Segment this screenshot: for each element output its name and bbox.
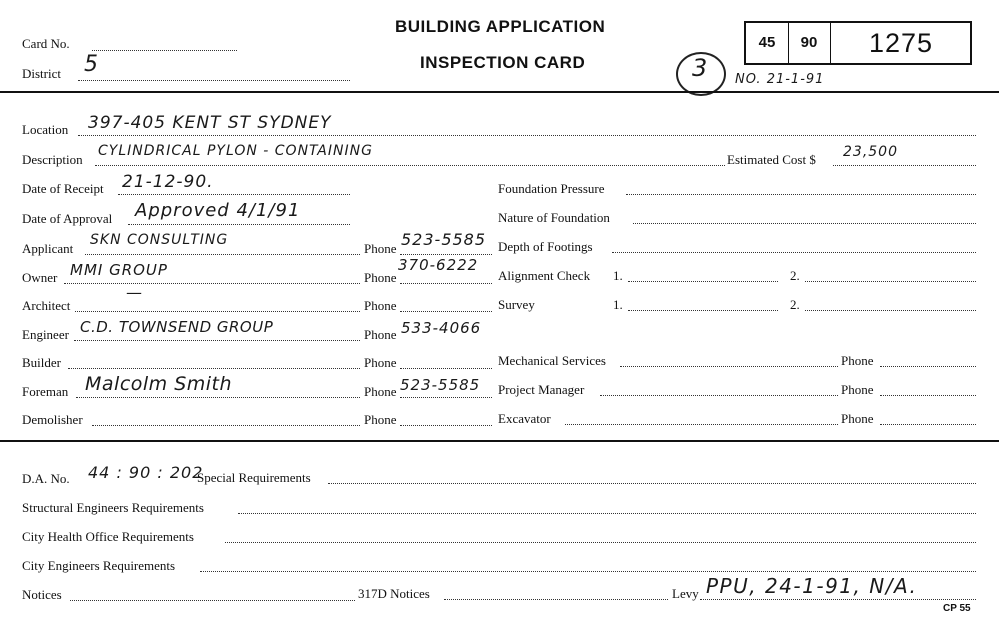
project-manager-field[interactable] [600,395,838,396]
alignment-check-field-2[interactable] [805,281,976,282]
district-field[interactable] [78,80,350,81]
circled-number: 3 [692,54,709,82]
survey-field-1[interactable] [628,310,778,311]
project-manager-phone-label: Phone [841,382,874,397]
project-manager-phone-field[interactable] [880,395,976,396]
architect-label: Architect [22,298,71,313]
mechanical-services-phone-label: Phone [841,353,874,368]
engineer-phone-value: 533-4066 [401,319,482,337]
structural-requirements-label: Structural Engineers Requirements [22,500,204,515]
foundation-pressure-label: Foundation Pressure [498,181,605,196]
estimated-cost-field[interactable] [833,165,976,166]
depth-footings-label: Depth of Footings [498,239,593,254]
da-number-label: D.A. No. [22,471,70,486]
excavator-phone-field[interactable] [880,424,976,425]
district-label: District [22,66,61,81]
date-receipt-field[interactable] [118,194,350,195]
survey-number-1: 1. [613,297,623,312]
engineer-phone-label: Phone [364,327,397,342]
owner-phone-value: 370-6222 [398,256,479,274]
box-cell-2: 90 [788,23,831,63]
date-approval-field[interactable] [128,224,350,225]
owner-phone-label: Phone [364,270,397,285]
form-title-line1: BUILDING APPLICATION [395,17,606,36]
architect-field[interactable] [75,311,360,312]
builder-phone-field[interactable] [400,368,492,369]
demolisher-field[interactable] [92,425,360,426]
project-manager-label: Project Manager [498,382,585,397]
structural-requirements-field[interactable] [238,513,976,514]
foreman-value: Malcolm Smith [85,373,233,395]
demolisher-phone-field[interactable] [400,425,492,426]
owner-phone-field[interactable] [400,283,492,284]
owner-label: Owner [22,270,58,285]
form-title-line2: INSPECTION CARD [420,53,586,72]
foreman-field[interactable] [76,397,360,398]
survey-number-2: 2. [790,297,800,312]
foreman-phone-label: Phone [364,384,397,399]
applicant-phone-field[interactable] [400,254,492,255]
form-code: CP 55 [943,603,971,614]
city-engineers-requirements-field[interactable] [200,571,976,572]
date-receipt-label: Date of Receipt [22,181,104,196]
health-requirements-field[interactable] [225,542,976,543]
applicant-value: SKN CONSULTING [90,232,229,248]
architect-value: — [126,283,143,302]
special-requirements-label: Special Requirements [197,470,311,485]
mechanical-services-phone-field[interactable] [880,366,976,367]
survey-field-2[interactable] [805,310,976,311]
reference-number: NO. 21-1-91 [735,72,825,87]
demolisher-phone-label: Phone [364,412,397,427]
box-cell-3: 1275 [868,28,934,58]
card-number-box [744,21,972,65]
depth-footings-field[interactable] [612,252,976,253]
engineer-label: Engineer [22,327,69,342]
location-field[interactable] [78,135,976,136]
health-requirements-label: City Health Office Requirements [22,529,194,544]
description-value: CYLINDRICAL PYLON - CONTAINING [98,143,373,159]
card-no-field[interactable] [92,50,237,51]
owner-field[interactable] [64,283,360,284]
applicant-phone-label: Phone [364,241,397,256]
foundation-pressure-field[interactable] [626,194,976,195]
levy-field[interactable] [700,599,976,600]
excavator-label: Excavator [498,411,551,426]
applicant-field[interactable] [85,254,360,255]
applicant-label: Applicant [22,241,74,256]
engineer-field[interactable] [74,340,360,341]
box-cell-1: 45 [746,23,789,63]
notices-field[interactable] [70,600,355,601]
city-engineers-requirements-label: City Engineers Requirements [22,558,176,573]
architect-phone-label: Phone [364,298,397,313]
notices-label: Notices [22,587,62,602]
mechanical-services-label: Mechanical Services [498,353,606,368]
nature-foundation-field[interactable] [633,223,976,224]
mechanical-services-field[interactable] [620,366,838,367]
owner-value: MMI GROUP [70,261,168,279]
lower-divider [0,440,999,442]
date-approval-value: Approved 4/1/91 [135,200,301,221]
estimated-cost-label: Estimated Cost $ [727,152,816,167]
applicant-phone-value: 523-5585 [401,230,487,249]
date-receipt-value: 21-12-90. [122,172,214,192]
alignment-check-number-1: 1. [613,268,623,283]
foreman-label: Foreman [22,384,69,399]
builder-label: Builder [22,355,61,370]
date-approval-label: Date of Approval [22,211,113,226]
special-requirements-field[interactable] [328,483,976,484]
foreman-phone-value: 523-5585 [400,376,481,394]
builder-field[interactable] [68,368,360,369]
excavator-field[interactable] [565,424,838,425]
da-number-value: 44 : 90 : 202 [88,463,204,482]
notices-317d-field[interactable] [444,599,668,600]
district-value: 5 [84,52,99,77]
nature-foundation-label: Nature of Foundation [498,210,610,225]
notices-317d-label: 317D Notices [358,586,430,601]
header-divider [0,91,999,93]
alignment-check-number-2: 2. [790,268,800,283]
description-field[interactable] [95,165,725,166]
foreman-phone-field[interactable] [400,397,492,398]
demolisher-label: Demolisher [22,412,83,427]
description-label: Description [22,152,83,167]
excavator-phone-label: Phone [841,411,874,426]
alignment-check-field-1[interactable] [628,281,778,282]
card-no-label: Card No. [22,36,70,51]
engineer-value: C.D. TOWNSEND GROUP [80,318,274,336]
levy-value: PPU, 24-1-91, N/A. [706,574,918,598]
survey-label: Survey [498,297,535,312]
builder-phone-label: Phone [364,355,397,370]
estimated-cost-value: 23,500 [843,144,898,160]
location-value: 397-405 KENT ST SYDNEY [88,113,332,133]
levy-label: Levy [672,586,699,601]
location-label: Location [22,122,69,137]
architect-phone-field[interactable] [400,311,492,312]
alignment-check-label: Alignment Check [498,268,591,283]
